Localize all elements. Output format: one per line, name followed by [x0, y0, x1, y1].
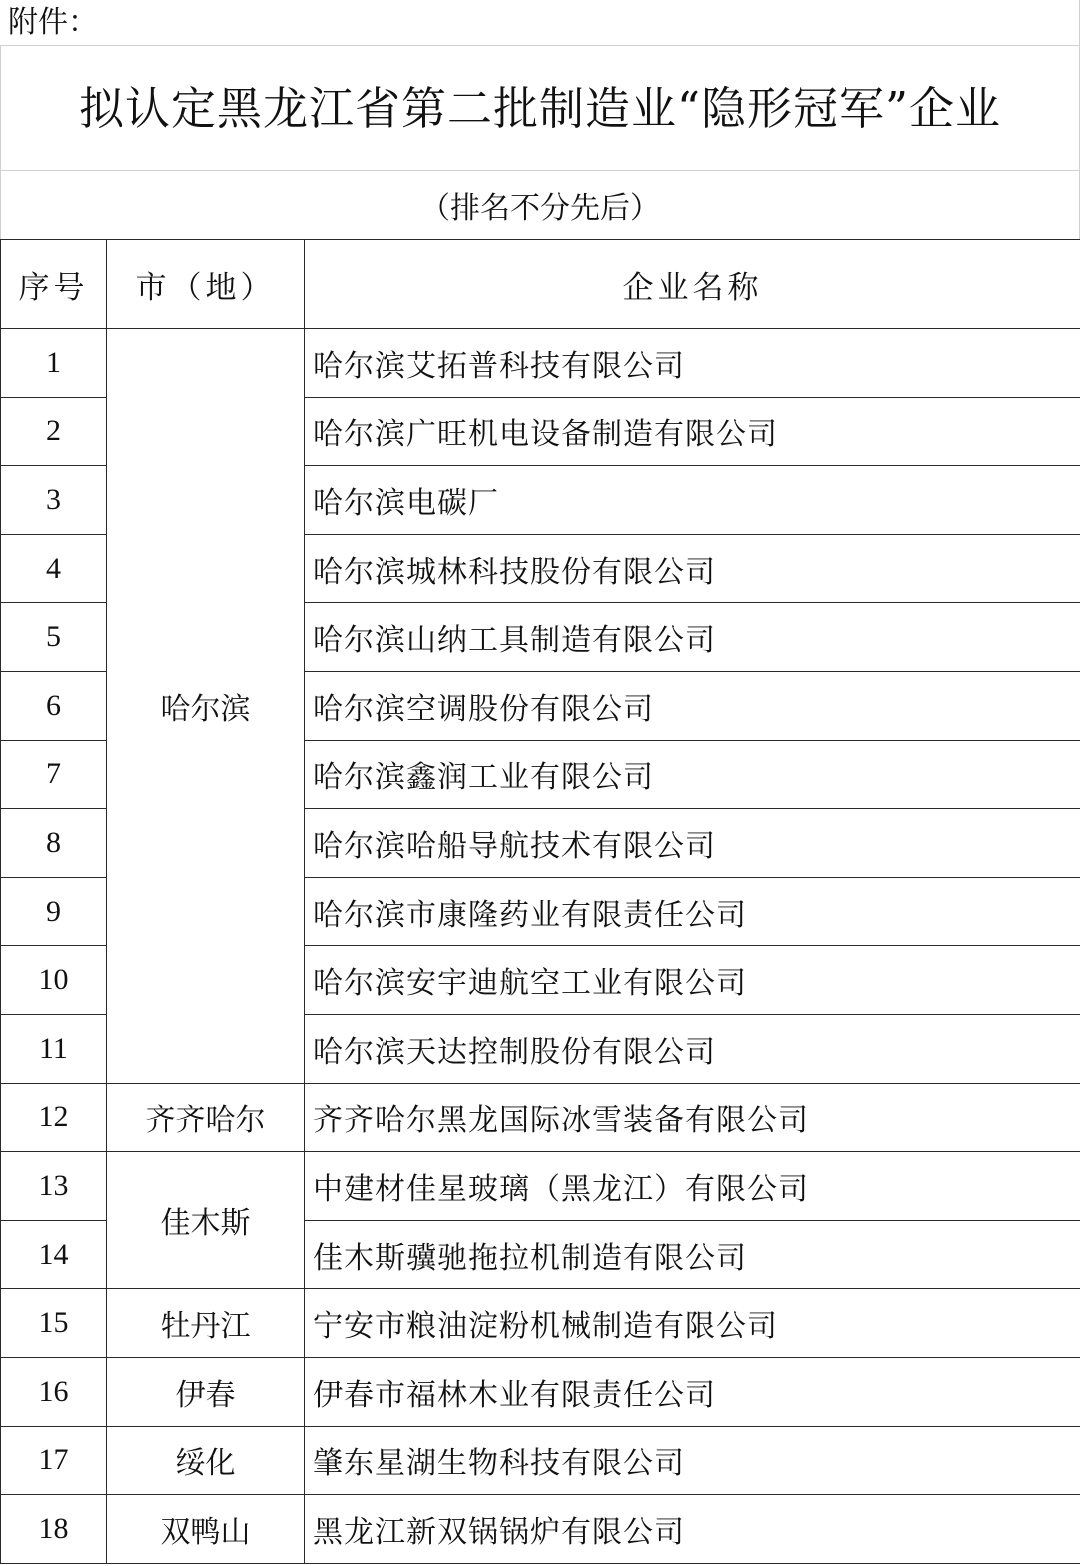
header-city: 市（地）: [107, 240, 305, 329]
company-name: 哈尔滨天达控制股份有限公司: [305, 1014, 1080, 1083]
row-number: 5: [1, 603, 107, 672]
city-cell: 双鸭山: [107, 1495, 305, 1564]
table-row: [1, 1495, 1080, 1564]
row-number: 7: [1, 740, 107, 809]
row-number: 13: [1, 1152, 107, 1221]
city-cell: 齐齐哈尔: [107, 1083, 305, 1152]
company-name: 哈尔滨电碳厂: [305, 466, 1080, 535]
row-number: 15: [1, 1289, 107, 1358]
row-number: 10: [1, 946, 107, 1015]
company-name: 黑龙江新双锅锅炉有限公司: [305, 1495, 1080, 1564]
header-seq: 序号: [1, 240, 107, 329]
city-cell: 哈尔滨: [107, 329, 305, 1084]
row-number: 14: [1, 1220, 107, 1289]
row-number: 6: [1, 671, 107, 740]
row-number: 12: [1, 1083, 107, 1152]
row-number: 16: [1, 1357, 107, 1426]
company-name: 哈尔滨鑫润工业有限公司: [305, 740, 1080, 809]
company-name: 哈尔滨哈船导航技术有限公司: [305, 809, 1080, 878]
company-name: 齐齐哈尔黑龙国际冰雪装备有限公司: [305, 1083, 1080, 1152]
row-number: 4: [1, 534, 107, 603]
table-header-row: [1, 240, 1080, 329]
company-name: 中建材佳星玻璃（黑龙江）有限公司: [305, 1152, 1080, 1221]
row-number: 1: [1, 329, 107, 398]
page-title: 拟认定黑龙江省第二批制造业“隐形冠军”企业: [78, 81, 1001, 135]
company-name: 宁安市粮油淀粉机械制造有限公司: [305, 1289, 1080, 1358]
table-row: [1, 1357, 1080, 1426]
company-name: 哈尔滨空调股份有限公司: [305, 671, 1080, 740]
city-cell: 牡丹江: [107, 1289, 305, 1358]
row-number: 11: [1, 1014, 107, 1083]
subtitle-box: [0, 171, 1080, 239]
header-company: 企业名称: [305, 240, 1080, 329]
row-number: 9: [1, 877, 107, 946]
row-number: 3: [1, 466, 107, 535]
row-number: 8: [1, 809, 107, 878]
company-name: 佳木斯骥驰拖拉机制造有限公司: [305, 1220, 1080, 1289]
company-name: 哈尔滨山纳工具制造有限公司: [305, 603, 1080, 672]
city-cell: 佳木斯: [107, 1152, 305, 1289]
company-name: 哈尔滨安宇迪航空工业有限公司: [305, 946, 1080, 1015]
company-name: 哈尔滨市康隆药业有限责任公司: [305, 877, 1080, 946]
company-name: 伊春市福林木业有限责任公司: [305, 1357, 1080, 1426]
table-body: [1, 329, 1080, 1564]
table-row: [1, 1152, 1080, 1221]
company-name: 哈尔滨城林科技股份有限公司: [305, 534, 1080, 603]
title-box: [0, 46, 1080, 171]
page-subtitle: （排名不分先后）: [420, 191, 660, 226]
row-number: 18: [1, 1495, 107, 1564]
city-cell: 绥化: [107, 1426, 305, 1495]
company-name: 肇东星湖生物科技有限公司: [305, 1426, 1080, 1495]
row-number: 17: [1, 1426, 107, 1495]
attachment-label: 附件：: [0, 0, 1080, 46]
city-cell: 伊春: [107, 1357, 305, 1426]
row-number: 2: [1, 397, 107, 466]
company-name: 哈尔滨艾拓普科技有限公司: [305, 329, 1080, 398]
table-row: [1, 1289, 1080, 1358]
company-name: 哈尔滨广旺机电设备制造有限公司: [305, 397, 1080, 466]
company-table: [0, 239, 1080, 1564]
table-row: [1, 1426, 1080, 1495]
table-row: [1, 1083, 1080, 1152]
table-row: [1, 329, 1080, 398]
